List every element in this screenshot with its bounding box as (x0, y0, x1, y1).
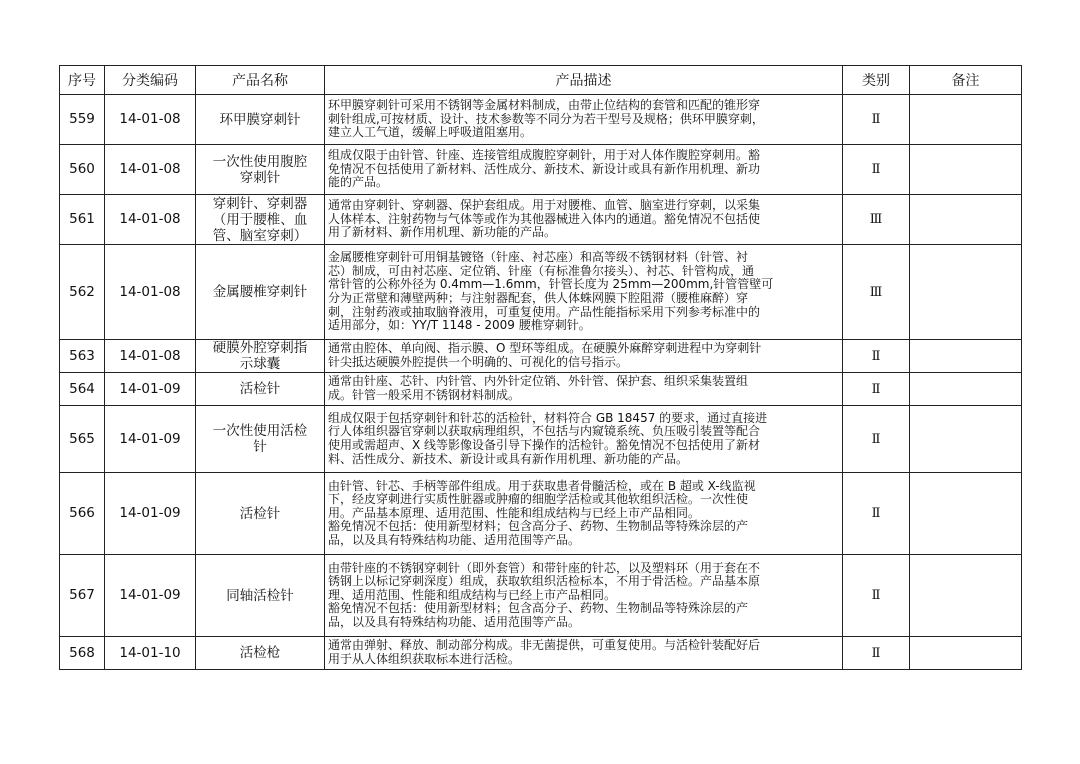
product-name-line: 活检针 (239, 381, 281, 397)
product-name-line: 管、脑室穿刺） (212, 227, 308, 244)
cell-description (325, 195, 843, 245)
description-line: 针尖抵达硬膜外腔提供一个明确的、可视化的信号指示。 (328, 355, 629, 369)
cell-seq: 568 (60, 637, 105, 670)
description-line: 由针管、针芯、手柄等部件组成。用于获取患者骨髓活检，或在 B 超或 X-线监视 (328, 478, 756, 493)
cell-seq: 561 (60, 195, 105, 245)
cell-description (325, 406, 843, 473)
cell-product-name (196, 95, 325, 145)
cell-category: Ⅱ (843, 145, 910, 195)
cell-category: Ⅱ (843, 373, 910, 406)
description-line: 免情况不包括使用了新材料、活性成分、新技术、新设计或具有新作用机理、新功 (328, 161, 761, 176)
description-line: 成。针管一般采用不锈钢材料制成。 (328, 388, 521, 402)
cell-description (325, 95, 843, 145)
description-line: 适用部分，如：YY/T 1148 - 2009 腰椎穿刺针。 (328, 318, 591, 333)
cell-category: Ⅲ (843, 245, 910, 340)
cell-product-name (196, 637, 325, 670)
description-line: 通常由针座、芯针、内针管、内外针定位销、外针管、保护套、组织采集装置组 (328, 374, 749, 389)
cell-product-name (196, 195, 325, 245)
product-name-line: 一次性使用活检 (212, 423, 308, 439)
cell-seq: 563 (60, 340, 105, 373)
description-line: 通常由穿刺针、穿刺器、保护套组成。用于对腰椎、血管、脑室进行穿刺，以采集 (328, 198, 761, 213)
product-name-line: 同轴活检针 (226, 587, 294, 604)
description-line: 理、适用范围、性能和组成结构与已经上市产品相同。 (328, 587, 617, 602)
cell-remark (910, 637, 1022, 670)
description-line: 通常由腔体、单向阀、指示膜、O 型环等组成。在硬膜外麻醉穿刺进程中为穿刺针 (328, 341, 762, 356)
cell-category: Ⅱ (843, 406, 910, 473)
cell-remark (910, 95, 1022, 145)
table-row (60, 145, 1022, 195)
description-line: 环甲膜穿刺针可采用不锈钢等金属材料制成，由带止位结构的套管和匹配的锥形穿 (328, 98, 761, 113)
cell-description (325, 145, 843, 195)
cell-remark (910, 195, 1022, 245)
description-line: 由带针座的不锈钢穿刺针（即外套管）和带针座的针芯，以及塑料环（用于套在不 (328, 560, 761, 575)
cell-remark (910, 555, 1022, 637)
header-name: 产品名称 (196, 66, 325, 95)
description-line: 组成仅限于由针管、针座、连接管组成腹腔穿刺针，用于对人体作腹腔穿刺用。豁 (328, 148, 761, 163)
product-name-line: 穿刺针 (239, 169, 281, 186)
description-line: 人体样本、注射药物与气体等或作为其他器械进入体内的通道。豁免情况不包括使 (328, 211, 761, 226)
table-row (60, 555, 1022, 637)
cell-category: Ⅲ (843, 195, 910, 245)
cell-code: 14-01-09 (105, 555, 196, 637)
cell-seq: 567 (60, 555, 105, 637)
cell-code: 14-01-08 (105, 340, 196, 373)
description-line: 分为正常壁和薄壁两种；与注射器配套，供人体蛛网膜下腔阻滞（腰椎麻醉）穿 (328, 291, 749, 305)
cell-code: 14-01-10 (105, 637, 196, 670)
product-table (59, 65, 1022, 670)
header-remark: 备注 (910, 66, 1022, 95)
description-line: 下，经皮穿刺进行实质性脏器或肿瘤的细胞学活检或其他软组织活检。一次性使 (328, 492, 749, 507)
description-line: 豁免情况不包括：使用新型材料；包含高分子、药物、生物制品等特殊涂层的产 (328, 601, 749, 616)
table-row (60, 340, 1022, 373)
cell-product-name (196, 373, 325, 406)
cell-product-name (196, 473, 325, 555)
header-category: 类别 (843, 66, 910, 95)
cell-remark (910, 406, 1022, 473)
description-line: 刺针组成,可按材质、设计、技术参数等不同分为若干型号及规格；供环甲膜穿刺， (328, 111, 764, 126)
cell-description (325, 245, 843, 340)
product-name-line: 环甲膜穿刺针 (219, 111, 301, 128)
table-row (60, 406, 1022, 473)
product-name-line: 一次性使用腹腔 (212, 153, 308, 170)
description-line: 使用或需超声、X 线等影像设备引导下操作的活检针。豁免情况不包括使用了新材 (328, 438, 761, 452)
table-row (60, 245, 1022, 340)
product-name-line: （用于腰椎、血 (212, 211, 308, 228)
description-line: 常针管的公称外径为 0.4mm—1.6mm，针管长度为 25mm—200mm,针管管壁可 (328, 277, 774, 292)
product-name-line: 金属腰椎穿刺针 (212, 284, 308, 300)
table-row (60, 637, 1022, 670)
table-row (60, 195, 1022, 245)
description-line: 豁免情况不包括：使用新型材料；包含高分子、药物、生物制品等特殊涂层的产 (328, 519, 749, 534)
description-line: 品，以及具有特殊结构功能、适用范围等产品。 (328, 614, 581, 629)
product-name-line: 活检针 (239, 505, 281, 522)
description-line: 用了新材料、新作用机理、新功能的产品。 (328, 225, 557, 240)
cell-description (325, 637, 843, 670)
description-line: 刺，注射药液或抽取脑脊液用，可重复使用。产品性能指标采用下列参考标准中的 (328, 304, 761, 319)
product-name-line: 活检枪 (239, 645, 281, 661)
cell-seq: 562 (60, 245, 105, 340)
cell-category: Ⅱ (843, 555, 910, 637)
cell-code: 14-01-08 (105, 195, 196, 245)
cell-seq: 564 (60, 373, 105, 406)
cell-code: 14-01-08 (105, 245, 196, 340)
cell-seq: 560 (60, 145, 105, 195)
cell-product-name (196, 245, 325, 340)
table-row (60, 95, 1022, 145)
table-row (60, 473, 1022, 555)
description-line: 用。产品基本原理、适用范围、性能和组成结构与已经上市产品相同。 (328, 505, 701, 520)
cell-seq: 559 (60, 95, 105, 145)
cell-code: 14-01-08 (105, 95, 196, 145)
description-line: 芯）制成，可由衬芯座、定位销、针座（有标准鲁尔接头）、衬芯、针管构成，通 (328, 263, 755, 278)
cell-product-name (196, 406, 325, 473)
cell-code: 14-01-08 (105, 145, 196, 195)
cell-description (325, 373, 843, 406)
cell-description (325, 340, 843, 373)
cell-product-name (196, 145, 325, 195)
cell-description (325, 473, 843, 555)
cell-product-name (196, 555, 325, 637)
description-line: 用于从人体组织获取标本进行活检。 (328, 652, 521, 666)
description-line: 通常由弹射、释放、制动部分构成。非无菌提供，可重复使用。与活检针装配好后 (328, 638, 761, 653)
cell-category: Ⅱ (843, 95, 910, 145)
table-header-row (60, 66, 1022, 95)
cell-remark (910, 373, 1022, 406)
cell-remark (910, 145, 1022, 195)
description-line: 能的产品。 (328, 175, 389, 190)
description-line: 金属腰椎穿刺针可用铜基镀铬（针座、衬芯座）和高等级不锈钢材料（针管、衬 (328, 250, 749, 265)
cell-remark (910, 340, 1022, 373)
description-line: 建立人工气道，缓解上呼吸道阻塞用。 (328, 125, 533, 140)
product-name-line: 针 (253, 439, 267, 455)
cell-description (325, 555, 843, 637)
cell-code: 14-01-09 (105, 473, 196, 555)
product-name-line: 硬膜外腔穿刺指 (212, 340, 308, 356)
table-row (60, 373, 1022, 406)
description-line: 料、活性成分、新技术、新设计或具有新作用机理、新功能的产品。 (328, 451, 689, 466)
product-name-line: 穿刺针、穿刺器 (212, 195, 308, 212)
cell-remark (910, 473, 1022, 555)
cell-seq: 565 (60, 406, 105, 473)
description-line: 组成仅限于包括穿刺针和针芯的活检针，材料符合 GB 18457 的要求，通过直接进 (328, 410, 768, 425)
product-name-line: 示球囊 (239, 356, 281, 372)
description-line: 行人体组织器官穿刺以获取病理组织，不包括与内窥镜系统、负压吸引装置等配合 (328, 424, 761, 439)
table-body (60, 95, 1022, 670)
cell-remark (910, 245, 1022, 340)
cell-code: 14-01-09 (105, 406, 196, 473)
cell-code: 14-01-09 (105, 373, 196, 406)
description-line: 品，以及具有特殊结构功能、适用范围等产品。 (328, 532, 581, 547)
cell-category: Ⅱ (843, 340, 910, 373)
cell-category: Ⅱ (843, 473, 910, 555)
header-seq: 序号 (60, 66, 105, 95)
cell-category: Ⅱ (843, 637, 910, 670)
cell-product-name (196, 340, 325, 373)
description-line: 锈钢上以标记穿刺深度）组成，获取软组织活检标本，不用于骨活检。产品基本原 (328, 574, 761, 589)
header-description: 产品描述 (325, 66, 843, 95)
header-code: 分类编码 (105, 66, 196, 95)
cell-seq: 566 (60, 473, 105, 555)
